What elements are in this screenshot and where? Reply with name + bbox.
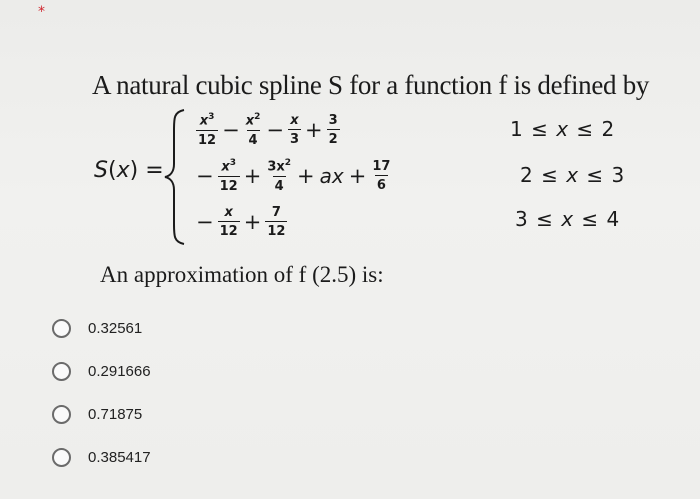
case-row-3: − $\frac{x}{12}$ + $\frac{7}{12}$ [196,205,286,239]
option-label: 0.32561 [88,319,143,337]
case-condition-3: 3 ≤ x ≤ 4 [515,207,621,231]
fraction: $\frac{x}{12}$ [219,205,238,239]
piecewise-brace [162,108,188,246]
case-row-2: − $\frac{x^3}{12}$ + $\frac{3x^2}{4}$ + ax + $\frac{17}{6}$ [196,158,391,194]
option-label: 0.71875 [88,405,143,423]
question-title: A natural cubic spline S for a function f is defined by [92,70,650,100]
question-prompt: An approximation of f (2.5) is: [100,262,384,287]
option-label: 0.385417 [88,448,151,466]
fraction: $\frac{7}{12}$ [267,205,286,239]
option-label: 0.291666 [88,362,151,380]
radio-button[interactable] [52,405,71,424]
radio-button[interactable] [52,448,71,467]
case-condition-2: 2 ≤ x ≤ 3 [520,163,626,187]
fraction: $\frac{17}{6}$ [372,159,391,193]
answer-option-2[interactable] [52,357,151,385]
function-label: S(x) = [94,158,164,183]
case-row-1: $\frac{x^3}{12}$ − $\frac{x^2}{4}$ − $\frac{x}{3}$ + $\frac{3}{2}$ [198,112,338,148]
fraction: $\frac{3}{2}$ [328,113,338,147]
fraction: $\frac{x^3}{12}$ [198,112,217,148]
fraction: $\frac{3x^2}{4}$ [267,158,292,194]
fraction: $\frac{x^2}{4}$ [245,112,261,148]
radio-button[interactable] [52,362,71,381]
answer-option-4[interactable] [52,443,151,471]
case-condition-1: 1 ≤ x ≤ 2 [510,117,616,141]
answer-option-1[interactable] [52,314,142,342]
fraction: $\frac{x}{3}$ [289,113,300,147]
required-marker: * [38,4,45,20]
answer-option-3[interactable] [52,400,142,428]
radio-button[interactable] [52,319,71,338]
fraction: $\frac{x^3}{12}$ [219,158,238,194]
